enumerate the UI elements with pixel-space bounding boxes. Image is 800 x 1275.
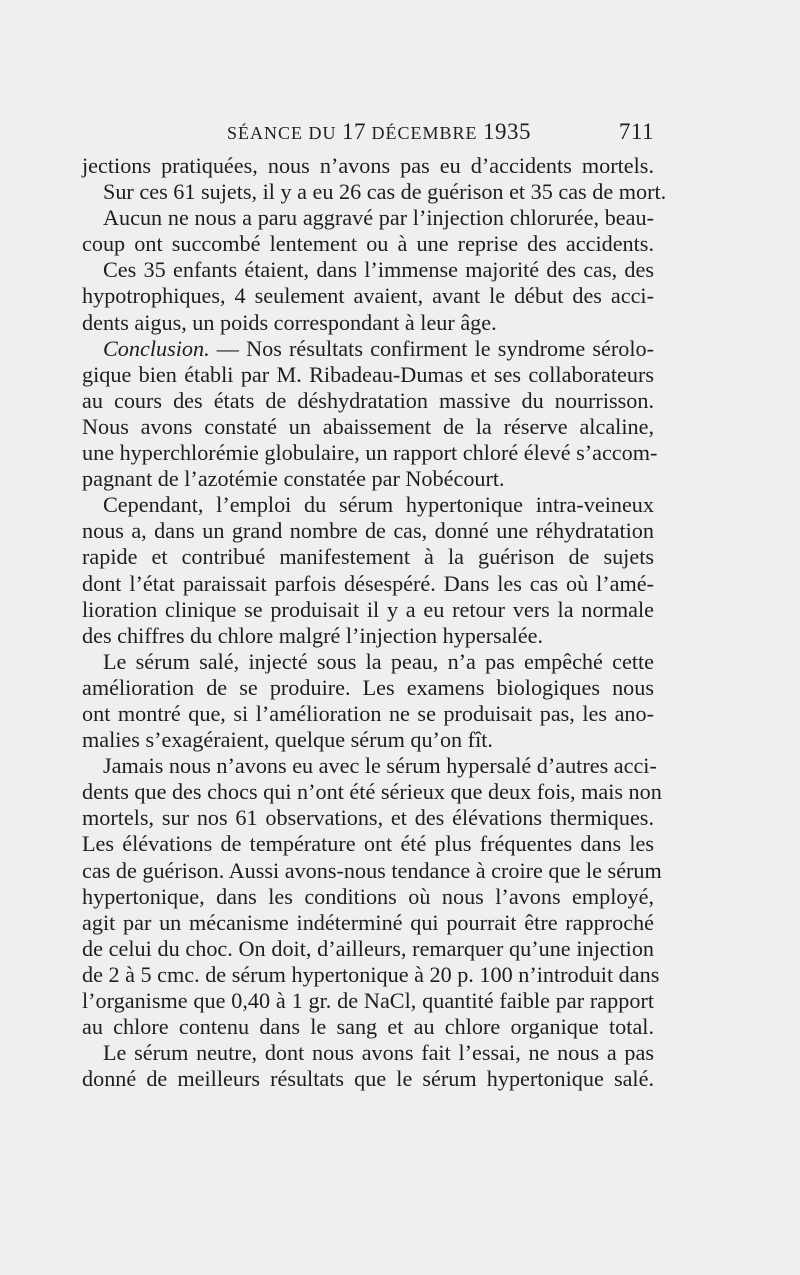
paragraph	[82, 257, 654, 335]
text-line: de celui du choc. On doit, d’ailleurs, remarquer qu’une injection	[82, 935, 654, 961]
paragraph	[82, 753, 662, 1040]
paragraph	[82, 335, 658, 493]
running-title-day: 17	[342, 119, 367, 144]
text-line: gique bien établi par M. Ribadeau-Dumas et ses collaborateurs	[82, 361, 654, 387]
text-line	[82, 336, 654, 362]
text-line: hypotrophiques, 4 seulement avaient, avant le début des acci-	[82, 283, 654, 309]
text-line: pagnant de l’azotémie constatée par Nobécourt.	[82, 466, 505, 492]
text-line: dents que des chocs qui n’ont été sérieux que deux fois, mais non	[82, 779, 662, 805]
text-line: au cours des états de déshydratation massive du nourrisson.	[82, 387, 654, 413]
text-line: dents aigus, un poids correspondant à leur âge.	[82, 309, 497, 335]
text-line: dont l’état paraissait parfois désespéré. Dans les cas où l’amé-	[82, 570, 654, 596]
paragraph	[82, 153, 654, 179]
text-line: donné de meilleurs résultats que le sérum hypertonique salé.	[82, 1066, 654, 1092]
text-line-rest: — Nos résultats confirment le syndrome sérolo-	[209, 335, 654, 361]
text-line: rapide et contribué manifestement à la guérison de sujets	[82, 544, 654, 570]
text-line: Aucun ne nous a paru aggravé par l’injection chlorurée, beau-	[103, 205, 654, 231]
text-line: coup ont succombé lentement ou à une reprise des accidents.	[82, 231, 654, 257]
text-line: amélioration de se produire. Les examens biologiques nous	[82, 674, 654, 700]
conclusion-heading: Conclusion.	[103, 335, 210, 361]
text-line: une hyperchlorémie globulaire, un rapport chloré élevé s’accom-	[82, 440, 658, 466]
text-line: Le sérum neutre, dont nous avons fait l’essai, ne nous a pas	[103, 1040, 654, 1066]
text-line: Nous avons constaté un abaissement de la réserve alcaline,	[82, 413, 654, 439]
paragraph	[82, 1040, 654, 1092]
paragraph	[82, 179, 667, 205]
text-line: jections pratiquées, nous n’avons pas eu d’accidents mortels.	[82, 153, 654, 178]
text-line: au chlore contenu dans le sang et au chlore organique total.	[82, 1014, 654, 1040]
page-number: 711	[618, 119, 654, 144]
text-line: de 2 à 5 cmc. de sérum hypertonique à 20 p. 100 n’introduit dans	[82, 961, 660, 987]
body-text	[82, 153, 667, 1092]
text-line: lioration clinique se produisait il y a eu retour vers la normale	[82, 596, 654, 622]
text-line: Cependant, l’emploi du sérum hypertonique intra-veineux	[103, 492, 654, 518]
running-title	[227, 116, 531, 149]
page-header	[82, 116, 654, 148]
text-line: mortels, sur nos 61 observations, et des élévations thermiques.	[82, 805, 654, 831]
running-title-year: 1935	[483, 119, 532, 144]
paragraph	[82, 649, 654, 753]
text-line: hypertonique, dans les conditions où nous l’avons employé,	[82, 883, 654, 909]
text-line: des chiffres du chlore malgré l’injection hypersalée.	[82, 622, 544, 648]
text-line: ont montré que, si l’amélioration ne se produisait pas, les ano-	[82, 700, 654, 726]
text-line: Sur ces 61 sujets, il y a eu 26 cas de guérison et 35 cas de mort.	[103, 179, 667, 205]
running-title-text: SÉANCE DU	[227, 123, 343, 143]
running-title-month: DÉCEMBRE	[366, 123, 484, 143]
paragraph	[82, 205, 654, 257]
paragraph	[82, 492, 654, 649]
text-line: Le sérum salé, injecté sous la peau, n’a pas empêché cette	[103, 648, 654, 674]
text-line: Jamais nous n’avons eu avec le sérum hypersalé d’autres acci-	[103, 753, 657, 779]
text-line: l’organisme que 0,40 à 1 gr. de NaCl, quantité faible par rapport	[82, 988, 654, 1013]
text-line: cas de guérison. Aussi avons-nous tendance à croire que le sérum	[82, 857, 662, 883]
text-line: Les élévations de température ont été plus fréquentes dans les	[82, 831, 654, 857]
text-line: Ces 35 enfants étaient, dans l’immense majorité des cas, des	[103, 257, 654, 283]
text-line: malies s’exagéraient, quelque sérum qu’on fît.	[82, 727, 493, 753]
text-line: nous a, dans un grand nombre de cas, donné une réhydratation	[82, 518, 654, 544]
text-line: agit par un mécanisme indéterminé qui pourrait être rapproché	[82, 909, 654, 935]
